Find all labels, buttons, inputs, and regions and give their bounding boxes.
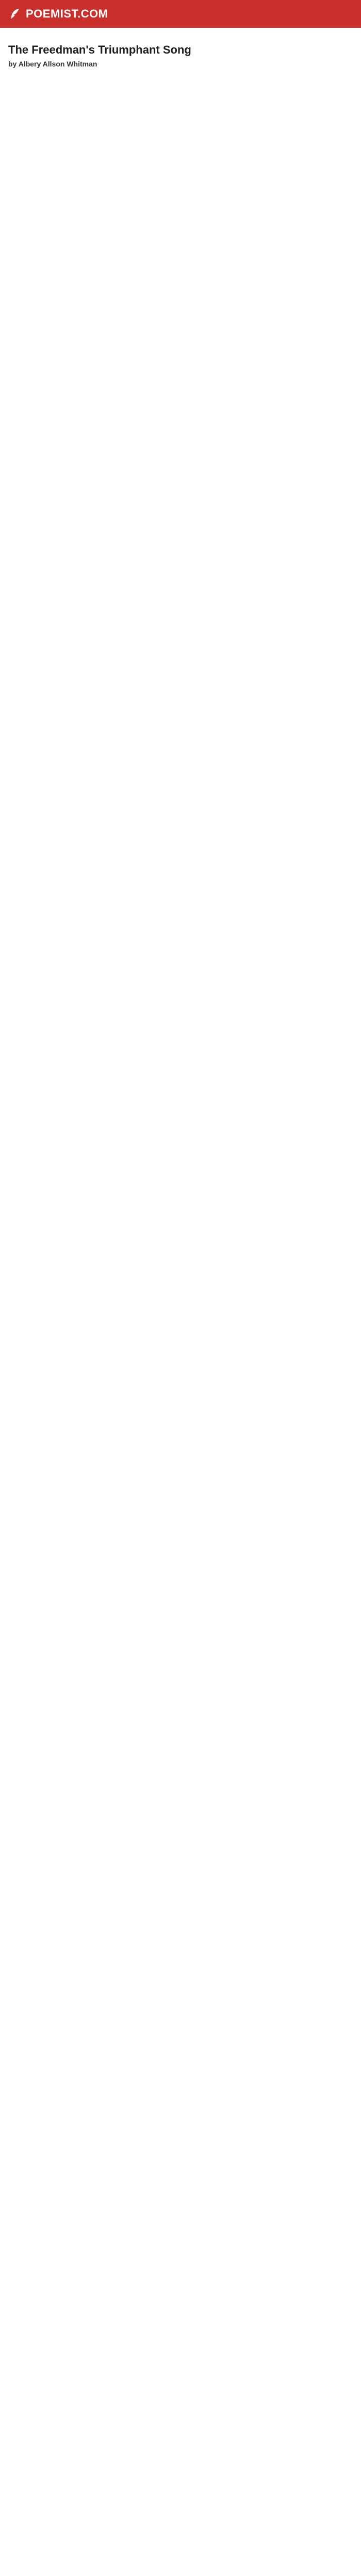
poem-content <box>0 28 361 95</box>
poem-title: The Freedman's Triumphant Song <box>8 43 191 56</box>
feather-icon <box>8 7 22 21</box>
poem-author: by Albery Allson Whitman <box>8 60 97 68</box>
site-logo[interactable] <box>8 7 108 21</box>
top-bar <box>0 0 361 28</box>
logo-text: POEMIST.COM <box>26 7 108 20</box>
